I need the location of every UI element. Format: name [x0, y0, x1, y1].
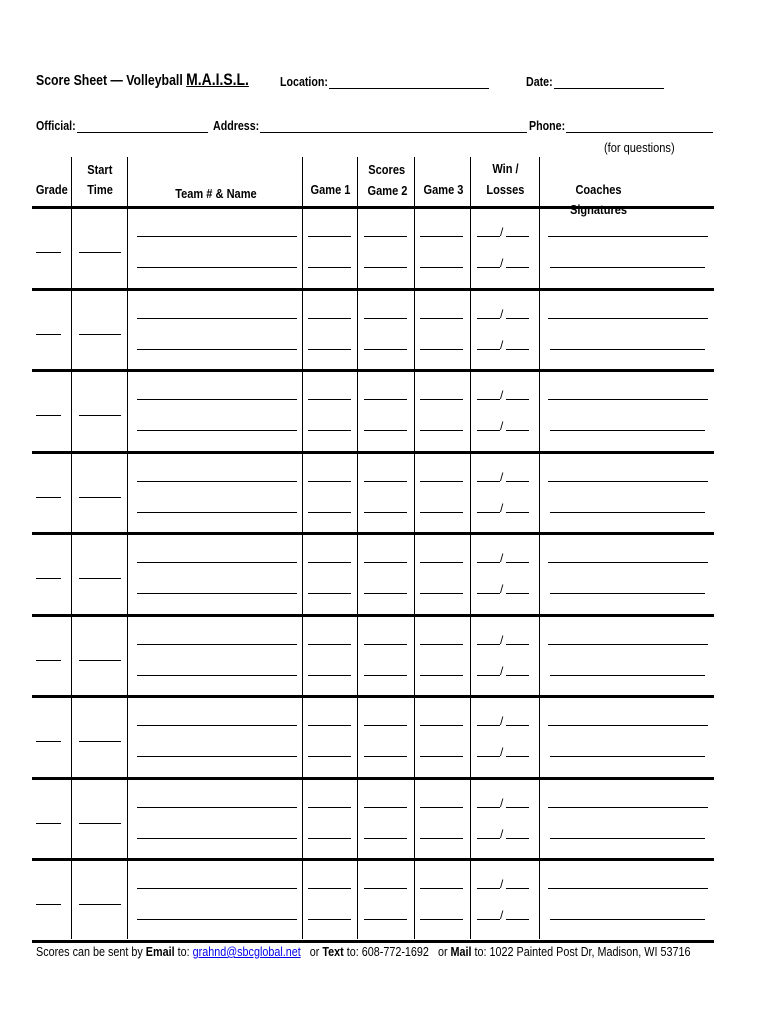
col-divider — [357, 157, 358, 939]
losses-field[interactable] — [506, 430, 529, 431]
game2-score-field[interactable] — [364, 725, 407, 726]
game2-score-field[interactable] — [364, 838, 407, 839]
team-name-field[interactable] — [137, 512, 297, 513]
team-name-field[interactable] — [137, 236, 297, 237]
org-name: M.A.I.S.L. — [186, 70, 249, 89]
coach-signature-field[interactable] — [548, 481, 708, 482]
game1-score-field[interactable] — [308, 430, 351, 431]
win-loss-slash: / — [500, 714, 504, 728]
wins-field[interactable] — [477, 481, 500, 482]
win-loss-slash: / — [500, 338, 504, 352]
coach-signature-field[interactable] — [550, 756, 705, 757]
row-divider — [32, 777, 714, 780]
row-divider — [32, 858, 714, 861]
game3-score-field[interactable] — [420, 919, 463, 920]
footer-or: or — [309, 944, 320, 959]
team-name-field[interactable] — [137, 675, 297, 676]
losses-field[interactable] — [506, 481, 529, 482]
start-time-field[interactable] — [79, 497, 121, 498]
game2-score-field[interactable] — [364, 430, 407, 431]
game1-score-field[interactable] — [308, 236, 351, 237]
losses-field[interactable] — [506, 888, 529, 889]
grade-field[interactable] — [36, 904, 61, 905]
game2-score-field[interactable] — [364, 349, 407, 350]
win-loss-slash: / — [500, 501, 504, 515]
team-name-field[interactable] — [137, 807, 297, 808]
start-time-field[interactable] — [79, 334, 121, 335]
grade-field[interactable] — [36, 415, 61, 416]
col-coaches: Coaches Signatures — [569, 182, 628, 217]
game3-score-field[interactable] — [420, 838, 463, 839]
col-team: Team # & Name — [174, 186, 257, 201]
game2-score-field[interactable] — [364, 593, 407, 594]
coach-signature-field[interactable] — [550, 430, 705, 431]
grade-field[interactable] — [36, 660, 61, 661]
game1-score-field[interactable] — [308, 593, 351, 594]
col-game2: Game 2 — [367, 183, 407, 198]
losses-field[interactable] — [506, 562, 529, 563]
team-name-field[interactable] — [137, 919, 297, 920]
start-time-field[interactable] — [79, 823, 121, 824]
row-divider — [32, 369, 714, 372]
losses-field[interactable] — [506, 399, 529, 400]
game1-score-field[interactable] — [308, 562, 351, 563]
location-label: Location: — [280, 74, 328, 89]
wins-field[interactable] — [477, 593, 500, 594]
wins-field[interactable] — [477, 512, 500, 513]
start-time-field[interactable] — [79, 904, 121, 905]
footer-mail-to: to: 1022 Painted Post Dr, Madison, WI 53716 — [474, 944, 691, 959]
footer-text-to: to: 608-772-1692 — [346, 944, 429, 959]
losses-field[interactable] — [506, 675, 529, 676]
official-field[interactable] — [77, 132, 208, 133]
wins-field[interactable] — [477, 430, 500, 431]
win-loss-slash: / — [500, 633, 504, 647]
col-scores: Scores — [368, 162, 406, 177]
col-divider — [302, 157, 303, 939]
col-win: Win / — [492, 161, 519, 176]
phone-field[interactable] — [566, 132, 713, 133]
wins-field[interactable] — [477, 267, 500, 268]
win-loss-slash: / — [500, 470, 504, 484]
footer-email-label: Email — [145, 944, 175, 959]
team-name-field[interactable] — [137, 318, 297, 319]
losses-field[interactable] — [506, 512, 529, 513]
game3-score-field[interactable] — [420, 318, 463, 319]
wins-field[interactable] — [477, 318, 500, 319]
coach-signature-field[interactable] — [548, 888, 708, 889]
team-name-field[interactable] — [137, 593, 297, 594]
coach-signature-field[interactable] — [548, 236, 708, 237]
win-loss-slash: / — [500, 307, 504, 321]
address-label: Address: — [213, 118, 260, 133]
coach-signature-field[interactable] — [548, 318, 708, 319]
col-game3: Game 3 — [423, 182, 463, 197]
game2-score-field[interactable] — [364, 562, 407, 563]
win-loss-slash: / — [500, 225, 504, 239]
wins-field[interactable] — [477, 562, 500, 563]
game2-score-field[interactable] — [364, 399, 407, 400]
team-name-field[interactable] — [137, 888, 297, 889]
game3-score-field[interactable] — [420, 756, 463, 757]
game1-score-field[interactable] — [308, 512, 351, 513]
wins-field[interactable] — [477, 236, 500, 237]
losses-field[interactable] — [506, 919, 529, 920]
win-loss-slash: / — [500, 551, 504, 565]
losses-field[interactable] — [506, 318, 529, 319]
phone-note: (for questions) — [604, 140, 675, 155]
losses-field[interactable] — [506, 267, 529, 268]
game2-score-field[interactable] — [364, 644, 407, 645]
game2-score-field[interactable] — [364, 512, 407, 513]
footer-contact — [36, 944, 690, 959]
team-name-field[interactable] — [137, 756, 297, 757]
official-label: Official: — [36, 118, 76, 133]
row-divider — [32, 451, 714, 454]
row-divider — [32, 532, 714, 535]
coach-signature-field[interactable] — [548, 807, 708, 808]
footer-email-to: to: — [177, 944, 190, 959]
row-divider — [32, 206, 714, 209]
wins-field[interactable] — [477, 888, 500, 889]
losses-field[interactable] — [506, 236, 529, 237]
col-divider — [127, 157, 128, 939]
game3-score-field[interactable] — [420, 481, 463, 482]
game3-score-field[interactable] — [420, 349, 463, 350]
game1-score-field[interactable] — [308, 919, 351, 920]
game2-score-field[interactable] — [364, 756, 407, 757]
game1-score-field[interactable] — [308, 644, 351, 645]
col-start: Start — [87, 162, 113, 177]
losses-field[interactable] — [506, 593, 529, 594]
phone-label: Phone: — [529, 118, 566, 133]
grade-field[interactable] — [36, 334, 61, 335]
team-name-field[interactable] — [137, 399, 297, 400]
win-loss-slash: / — [500, 908, 504, 922]
footer-mail-label: Mail — [450, 944, 472, 959]
wins-field[interactable] — [477, 349, 500, 350]
wins-field[interactable] — [477, 675, 500, 676]
game3-score-field[interactable] — [420, 399, 463, 400]
game3-score-field[interactable] — [420, 512, 463, 513]
col-losses: Losses — [486, 182, 525, 197]
grade-field[interactable] — [36, 497, 61, 498]
game2-score-field[interactable] — [364, 919, 407, 920]
losses-field[interactable] — [506, 807, 529, 808]
game1-score-field[interactable] — [308, 838, 351, 839]
coach-signature-field[interactable] — [550, 838, 705, 839]
wins-field[interactable] — [477, 756, 500, 757]
game1-score-field[interactable] — [308, 756, 351, 757]
game2-score-field[interactable] — [364, 267, 407, 268]
coach-signature-field[interactable] — [548, 644, 708, 645]
win-loss-slash: / — [500, 877, 504, 891]
footer-or: or — [437, 944, 448, 959]
grade-field[interactable] — [36, 741, 61, 742]
grade-field[interactable] — [36, 578, 61, 579]
game2-score-field[interactable] — [364, 318, 407, 319]
col-grade: Grade — [36, 182, 68, 197]
losses-field[interactable] — [506, 725, 529, 726]
team-name-field[interactable] — [137, 562, 297, 563]
start-time-field[interactable] — [79, 578, 121, 579]
game1-score-field[interactable] — [308, 267, 351, 268]
row-divider — [32, 614, 714, 617]
team-name-field[interactable] — [137, 481, 297, 482]
game3-score-field[interactable] — [420, 267, 463, 268]
team-name-field[interactable] — [137, 430, 297, 431]
grade-field[interactable] — [36, 252, 61, 253]
col-divider — [414, 157, 415, 939]
win-loss-slash: / — [500, 582, 504, 596]
footer-prefix: Scores can be sent by — [36, 944, 143, 959]
losses-field[interactable] — [506, 756, 529, 757]
game2-score-field[interactable] — [364, 236, 407, 237]
win-loss-slash: / — [500, 388, 504, 402]
losses-field[interactable] — [506, 349, 529, 350]
title-prefix: Score Sheet — Volleyball — [36, 72, 183, 89]
game1-score-field[interactable] — [308, 318, 351, 319]
wins-field[interactable] — [477, 725, 500, 726]
wins-field[interactable] — [477, 838, 500, 839]
wins-field[interactable] — [477, 644, 500, 645]
game2-score-field[interactable] — [364, 675, 407, 676]
team-name-field[interactable] — [137, 349, 297, 350]
wins-field[interactable] — [477, 399, 500, 400]
losses-field[interactable] — [506, 644, 529, 645]
wins-field[interactable] — [477, 807, 500, 808]
win-loss-slash: / — [500, 827, 504, 841]
game2-score-field[interactable] — [364, 888, 407, 889]
game3-score-field[interactable] — [420, 644, 463, 645]
coach-signature-field[interactable] — [548, 562, 708, 563]
coach-signature-field[interactable] — [550, 593, 705, 594]
address-field[interactable] — [260, 132, 527, 133]
game1-score-field[interactable] — [308, 481, 351, 482]
title — [36, 70, 249, 90]
start-time-field[interactable] — [79, 741, 121, 742]
team-name-field[interactable] — [137, 267, 297, 268]
date-label: Date: — [526, 74, 553, 89]
location-field[interactable] — [329, 88, 489, 89]
game3-score-field[interactable] — [420, 593, 463, 594]
game1-score-field[interactable] — [308, 675, 351, 676]
coach-signature-field[interactable] — [548, 399, 708, 400]
coach-signature-field[interactable] — [550, 267, 705, 268]
row-divider — [32, 695, 714, 698]
col-divider — [71, 157, 72, 939]
col-divider — [539, 157, 540, 939]
game3-score-field[interactable] — [420, 430, 463, 431]
game2-score-field[interactable] — [364, 807, 407, 808]
coach-signature-field[interactable] — [550, 675, 705, 676]
footer-text-label: Text — [322, 944, 344, 959]
col-game1: Game 1 — [310, 182, 350, 197]
row-divider — [32, 940, 714, 943]
game3-score-field[interactable] — [420, 675, 463, 676]
row-divider — [32, 288, 714, 291]
win-loss-slash: / — [500, 664, 504, 678]
game1-score-field[interactable] — [308, 888, 351, 889]
game3-score-field[interactable] — [420, 807, 463, 808]
win-loss-slash: / — [500, 745, 504, 759]
coach-signature-field[interactable] — [550, 919, 705, 920]
win-loss-slash: / — [500, 419, 504, 433]
start-time-field[interactable] — [79, 252, 121, 253]
game3-score-field[interactable] — [420, 888, 463, 889]
col-time: Time — [87, 182, 113, 197]
team-name-field[interactable] — [137, 838, 297, 839]
wins-field[interactable] — [477, 919, 500, 920]
coach-signature-field[interactable] — [550, 349, 705, 350]
game1-score-field[interactable] — [308, 349, 351, 350]
game3-score-field[interactable] — [420, 236, 463, 237]
email-link[interactable]: grahnd@sbcglobal.net — [192, 944, 301, 959]
start-time-field[interactable] — [79, 415, 121, 416]
coach-signature-field[interactable] — [550, 512, 705, 513]
game3-score-field[interactable] — [420, 725, 463, 726]
date-field[interactable] — [554, 88, 664, 89]
win-loss-slash: / — [500, 796, 504, 810]
game1-score-field[interactable] — [308, 807, 351, 808]
coach-signature-field[interactable] — [548, 725, 708, 726]
game1-score-field[interactable] — [308, 399, 351, 400]
team-name-field[interactable] — [137, 725, 297, 726]
game2-score-field[interactable] — [364, 481, 407, 482]
win-loss-slash: / — [500, 256, 504, 270]
game1-score-field[interactable] — [308, 725, 351, 726]
start-time-field[interactable] — [79, 660, 121, 661]
grade-field[interactable] — [36, 823, 61, 824]
game3-score-field[interactable] — [420, 562, 463, 563]
losses-field[interactable] — [506, 838, 529, 839]
col-divider — [470, 157, 471, 939]
team-name-field[interactable] — [137, 644, 297, 645]
